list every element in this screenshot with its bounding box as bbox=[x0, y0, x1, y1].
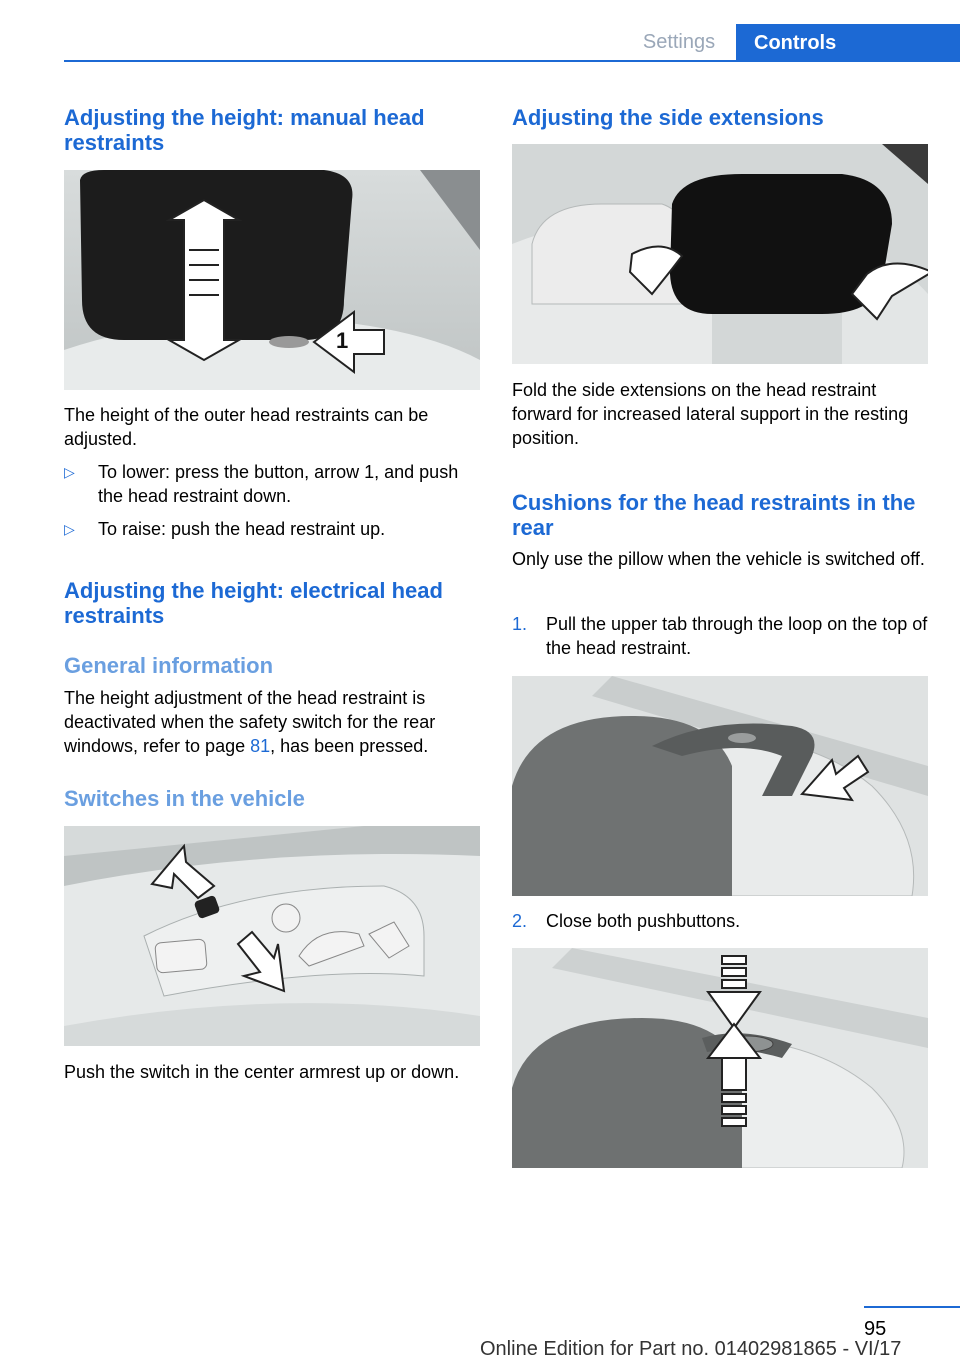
list-item bbox=[512, 909, 928, 933]
figure-pull-upper-tab bbox=[512, 676, 928, 896]
list-item-text: Pull the upper tab through the loop on the top of the head restraint. bbox=[546, 614, 928, 658]
tab-settings: Settings bbox=[642, 31, 716, 53]
paragraph-text: The height adjustment of the head restraint is deactivated when the safety switch for the rear windows, refer to page bbox=[64, 688, 436, 756]
list-item-text: Close both pushbuttons. bbox=[546, 911, 741, 931]
page-number: 95 bbox=[864, 1318, 887, 1340]
page-link-81[interactable]: 81 bbox=[250, 736, 271, 756]
figure-side-extensions bbox=[512, 144, 928, 364]
heading-manual-height: Adjusting the height: manual head restraints bbox=[64, 105, 425, 155]
paragraph-only-use-pillow: Only use the pillow when the vehicle is switched off. bbox=[512, 549, 925, 569]
bullet-triangle-icon: ▷ bbox=[64, 464, 75, 480]
figure-label-1: 1 bbox=[336, 328, 349, 353]
list-item-text: To lower: press the button, arrow 1, and push the head restraint down. bbox=[98, 462, 459, 506]
header-rule bbox=[64, 60, 960, 62]
edition-footer: Online Edition for Part no. 01402981865 - VI/17 bbox=[480, 1338, 902, 1360]
step-number: 2. bbox=[512, 911, 528, 931]
list-item bbox=[64, 517, 480, 541]
paragraph-outer-restraints: The height of the outer head restraints can be adjusted. bbox=[64, 405, 429, 449]
tab-controls: Controls bbox=[736, 24, 960, 62]
step-number: 1. bbox=[512, 614, 528, 634]
figure-manual-head-restraint bbox=[64, 170, 480, 390]
heading-cushions: Cushions for the head restraints in the rear bbox=[512, 490, 916, 540]
heading-side-extensions: Adjusting the side extensions bbox=[512, 105, 824, 130]
heading-electrical-height: Adjusting the height: electrical head restraints bbox=[64, 578, 443, 628]
bullet-triangle-icon: ▷ bbox=[64, 521, 75, 537]
list-item bbox=[64, 460, 480, 508]
paragraph-text: , has been pressed. bbox=[270, 736, 429, 756]
paragraph-fold-extensions: Fold the side extensions on the head restraint forward for increased lateral support in the resting position. bbox=[512, 380, 909, 448]
figure-close-pushbuttons bbox=[512, 948, 928, 1168]
list-item bbox=[512, 612, 928, 660]
paragraph-push-switch: Push the switch in the center armrest up or down. bbox=[64, 1062, 460, 1082]
paragraph-general-information bbox=[64, 686, 480, 758]
figure-switches-in-vehicle bbox=[64, 826, 480, 1046]
page-number-rule bbox=[864, 1306, 960, 1308]
heading-switches: Switches in the vehicle bbox=[64, 786, 305, 811]
list-item-text: To raise: push the head restraint up. bbox=[98, 519, 386, 539]
heading-general-information: General information bbox=[64, 653, 274, 678]
